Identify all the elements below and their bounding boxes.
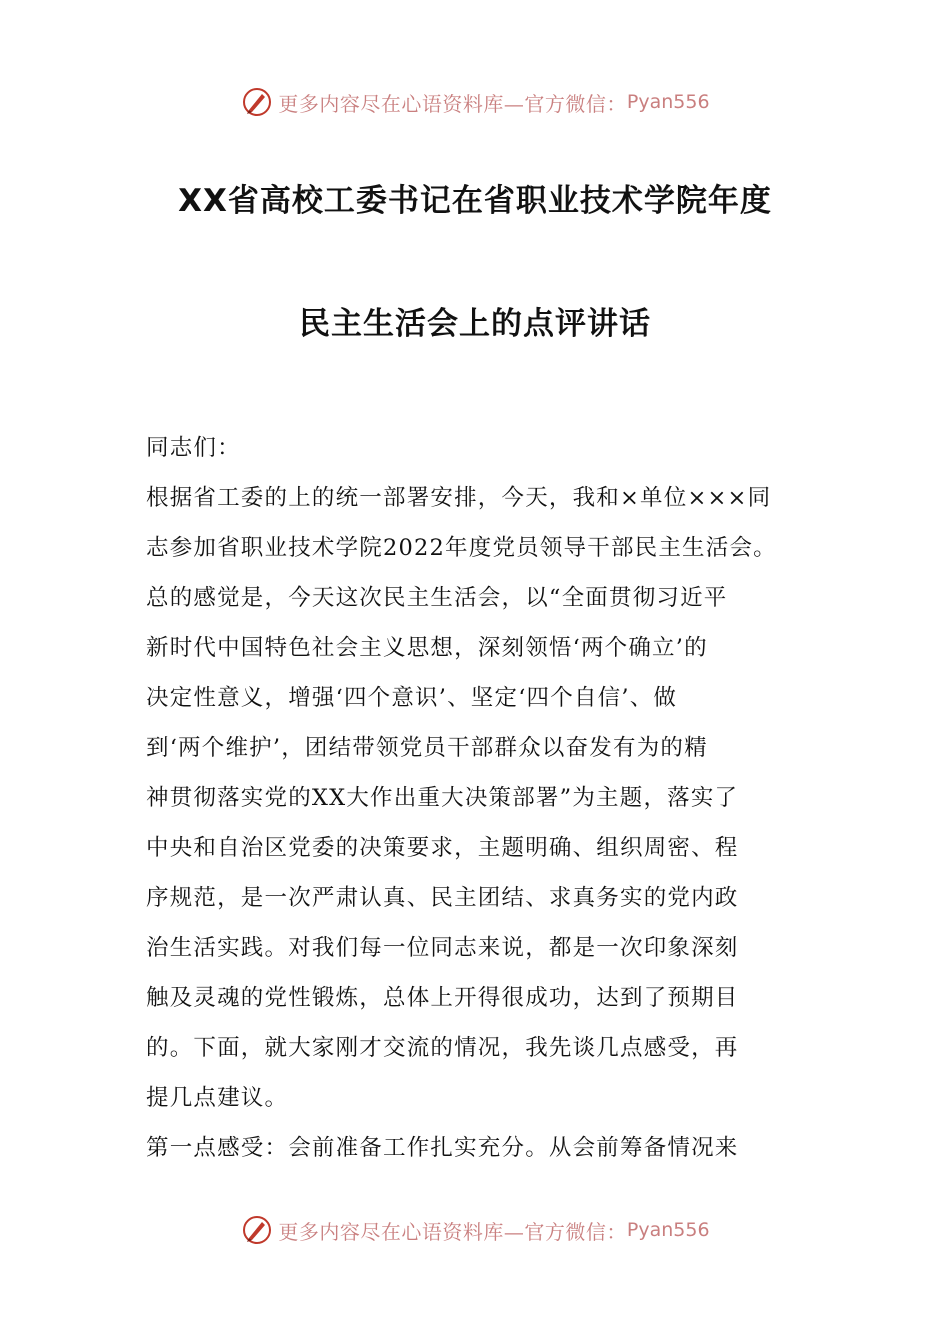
body-line: 中央和自治区党委的决策要求，主题明确、组织周密、程 xyxy=(146,835,739,861)
watermark-wechat-id: Pyan556 xyxy=(626,1219,710,1241)
body-line: 治生活实践。对我们每一位同志来说，都是一次印象深刻 xyxy=(146,935,739,961)
watermark-text: 更多内容尽在心语资料库—官方微信： xyxy=(278,91,627,116)
watermark-wechat-id: Pyan556 xyxy=(626,91,710,113)
body-line: 提几点建议。 xyxy=(146,1085,289,1111)
body-line: 神贯彻落实党的XX大作出重大决策部署”为主题，落实了 xyxy=(146,785,739,811)
watermark-text: 更多内容尽在心语资料库—官方微信： xyxy=(278,1219,627,1244)
body-line: 新时代中国特色社会主义思想，深刻领悟‘两个确立’的 xyxy=(146,635,708,661)
body-line: 志参加省职业技术学院2022年度党员领导干部民主生活会。 xyxy=(146,535,777,561)
pen-logo-icon xyxy=(240,85,274,119)
body-line: 决定性意义，增强‘四个意识’、坚定‘四个自信’、做 xyxy=(146,685,678,711)
document-body xyxy=(146,423,810,1173)
body-line: 触及灵魂的党性锻炼，总体上开得很成功，达到了预期目 xyxy=(146,985,739,1011)
body-line: 同志们： xyxy=(146,435,241,461)
watermark-header xyxy=(0,82,950,122)
document-title-line-1: XX省高校工委书记在省职业技术学院年度 xyxy=(178,183,772,219)
watermark-footer xyxy=(0,1210,950,1250)
body-line: 序规范，是一次严肃认真、民主团结、求真务实的党内政 xyxy=(146,885,739,911)
pen-logo-icon xyxy=(240,1213,274,1247)
body-line: 到‘两个维护’，团结带领党员干部群众以奋发有为的精 xyxy=(146,735,708,761)
body-line: 第一点感受：会前准备工作扎实充分。从会前筹备情况来 xyxy=(146,1135,739,1161)
body-line: 的。下面，就大家刚才交流的情况，我先谈几点感受，再 xyxy=(146,1035,739,1061)
document-title-line-2: 民主生活会上的点评讲话 xyxy=(299,306,651,342)
body-line: 根据省工委的上的统一部署安排，今天，我和×单位×××同 xyxy=(146,485,772,511)
body-line: 总的感觉是，今天这次民主生活会，以“全面贯彻习近平 xyxy=(146,585,728,611)
